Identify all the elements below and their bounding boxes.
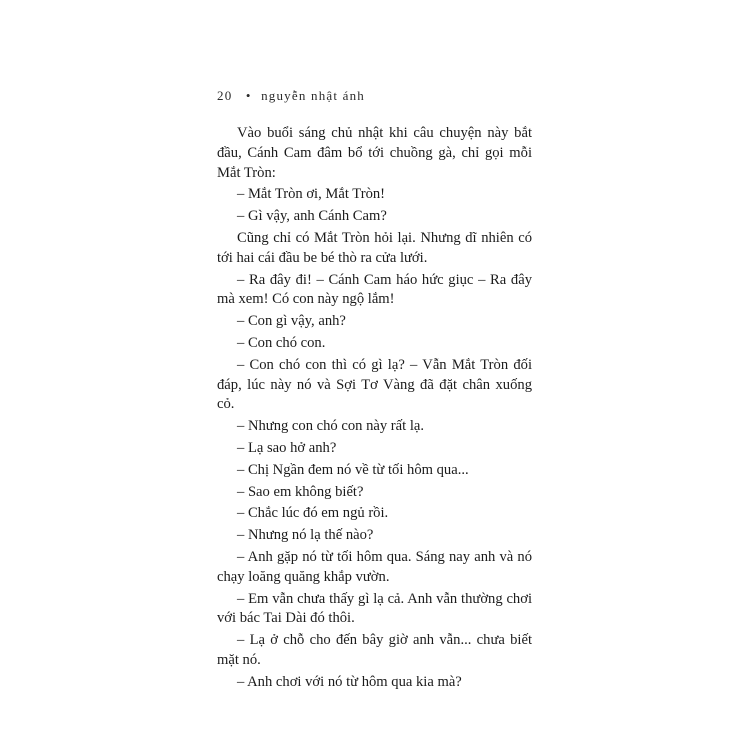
- paragraph: Cũng chỉ có Mắt Tròn hỏi lại. Nhưng dĩ nhiên có tới hai cái đầu be bé thò ra cửa lưới.: [217, 229, 532, 266]
- paragraph: – Lạ sao hở anh?: [237, 439, 337, 456]
- paragraph: – Con chó con thì có gì lạ? – Vẫn Mắt Tròn đối đáp, lúc này nó và Sợi Tơ Vàng đã đặt chân xuống cỏ.: [217, 356, 532, 413]
- running-header: [217, 88, 365, 104]
- paragraph: Vào buổi sáng chủ nhật khi câu chuyện này bắt đầu, Cánh Cam đâm bổ tới chuồng gà, chỉ gọi mỗi Mắt Tròn:: [217, 125, 532, 181]
- paragraph: – Con gì vậy, anh?: [237, 313, 346, 330]
- author-name: nguyễn nhật ánh: [261, 88, 365, 103]
- paragraph: – Anh chơi với nó từ hôm qua kia mà?: [237, 673, 462, 690]
- paragraph: – Em vẫn chưa thấy gì lạ cả. Anh vẫn thường chơi với bác Tai Dài đó thôi.: [217, 590, 532, 627]
- paragraph: – Nhưng nó lạ thế nào?: [237, 527, 374, 544]
- paragraph: – Chắc lúc đó em ngủ rồi.: [237, 505, 389, 522]
- page-number: 20: [217, 88, 233, 103]
- paragraph: – Gì vậy, anh Cánh Cam?: [237, 208, 387, 225]
- paragraph: – Con chó con.: [237, 334, 326, 351]
- paragraph: – Chị Ngần đem nó về từ tối hôm qua...: [237, 461, 469, 478]
- paragraph: – Nhưng con chó con này rất lạ.: [237, 418, 425, 435]
- story-text: [217, 124, 532, 695]
- paragraph: – Mắt Tròn ơi, Mắt Tròn!: [237, 186, 386, 203]
- paragraph: – Lạ ở chỗ cho đến bây giờ anh vẫn... chưa biết mặt nó.: [217, 632, 532, 668]
- header-separator: •: [245, 88, 252, 103]
- paragraph: – Sao em không biết?: [237, 483, 364, 500]
- paragraph: – Ra đây đi! – Cánh Cam háo hức giục – Ra đây mà xem! Có con này ngộ lắm!: [217, 271, 532, 308]
- paragraph: – Anh gặp nó từ tối hôm qua. Sáng nay anh và nó chạy loăng quăng khắp vườn.: [217, 548, 532, 585]
